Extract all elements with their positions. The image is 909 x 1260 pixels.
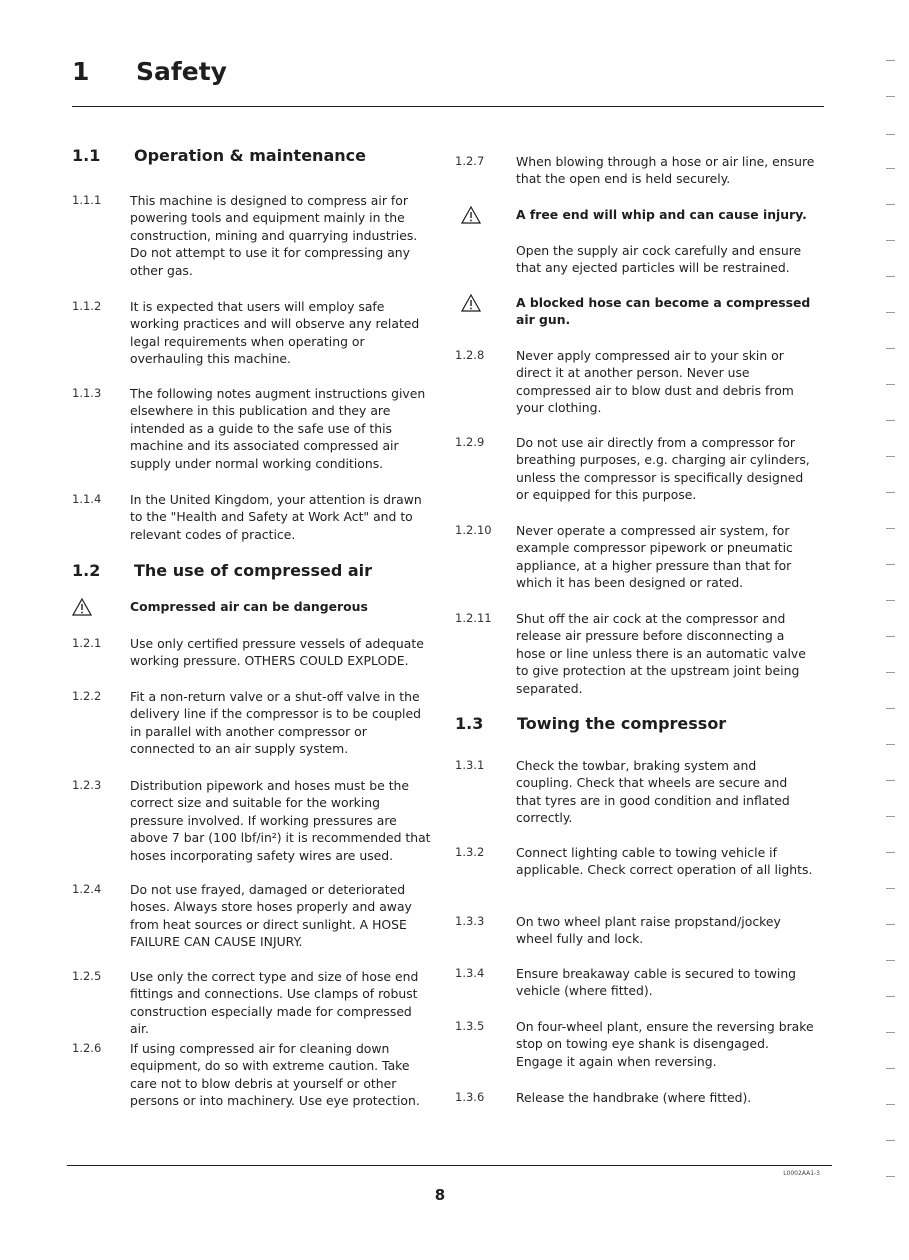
edge-mark [886,96,895,97]
item-number: 1.2.1 [72,636,102,650]
edge-mark [886,1176,895,1177]
edge-mark [886,384,895,385]
item-text: Open the supply air cock carefully and ensure that any ejected particles will be restrained. [516,243,802,276]
edge-mark [886,420,895,421]
item-number: 1.1.3 [72,386,102,400]
item-text: Connect lighting cable to towing vehicle if applicable. Check correct operation of all lights. [516,845,813,878]
item-text: Fit a non-return valve or a shut-off valve in the delivery line if the compressor is to be coupled in parallel with another compressor or connected to an air supply system. [130,689,421,757]
item-text: When blowing through a hose or air line, ensure that the open end is held securely. [516,154,815,187]
edge-mark [886,1140,895,1141]
edge-mark [886,816,895,817]
edge-mark [886,888,895,889]
item-text: In the United Kingdom, your attention is drawn to the "Health and Safety at Work Act" and to relevant codes of practice. [130,492,422,542]
item-text: Release the handbrake (where fitted). [516,1090,752,1105]
item-text: Use only certified pressure vessels of adequate working pressure. OTHERS COULD EXPLODE. [130,636,424,669]
item-number: 1.1.2 [72,299,102,313]
item-number: 1.3.3 [455,914,485,928]
header-rule [72,106,824,107]
edge-mark [886,204,895,205]
section-title: Operation & maintenance [134,146,366,165]
edge-mark [886,528,895,529]
item-text: Never operate a compressed air system, for example compressor pipework or pneumatic appliance, at a higher pressure than that for which it has been designed or rated. [516,523,793,591]
item-number: 1.3.5 [455,1019,485,1033]
edge-mark [886,1104,895,1105]
item-text: Check the towbar, braking system and coupling. Check that wheels are secure and that tyres are in good condition and inflated correctly. [516,758,790,826]
edge-mark [886,1032,895,1033]
edge-mark [886,312,895,313]
edge-mark [886,852,895,853]
item-text: Do not use air directly from a compressor for breathing purposes, e.g. charging air cylinders, unless the compressor is specifically designed or equipped for this purpose. [516,435,810,503]
edge-mark [886,134,895,135]
item-number: 1.3.6 [455,1090,485,1104]
item-number: 1.2.5 [72,969,102,983]
edge-mark [886,780,895,781]
edge-mark [886,168,895,169]
item-text: Use only the correct type and size of hose end fittings and connections. Use clamps of robust construction especially made for compressed air. [130,969,419,1037]
item-number: 1.2.10 [455,523,492,537]
section-number: 1.3 [455,714,484,733]
warning-triangle-icon [461,206,481,224]
edge-mark [886,564,895,565]
edge-mark [886,600,895,601]
edge-mark [886,240,895,241]
edge-mark [886,348,895,349]
item-text: The following notes augment instructions given elsewhere in this publication and they are intended as a guide to the safe use of this machine and its associated compressed air supply under normal working conditions. [130,386,426,471]
warning-text: Compressed air can be dangerous [130,599,368,614]
item-text: If using compressed air for cleaning down equipment, do so with extreme caution. Take care not to blow debris at yourself or other persons or into machinery. Use eye protection. [130,1041,420,1109]
page-number: 8 [434,1186,446,1204]
item-number: 1.2.3 [72,778,102,792]
edge-mark [886,276,895,277]
section-title: The use of compressed air [134,561,373,580]
warning-triangle-icon [461,294,481,312]
edge-mark [886,60,895,61]
edge-mark [886,636,895,637]
edge-mark [886,960,895,961]
item-number: 1.1.4 [72,492,102,506]
edge-mark [886,492,895,493]
item-text: Shut off the air cock at the compressor and release air pressure before disconnecting a hose or line unless there is an automatic valve to give protection at the upstream joint being separated. [516,611,806,696]
warning-text: A free end will whip and can cause injury. [516,207,807,222]
item-number: 1.2.11 [455,611,492,625]
item-text: Never apply compressed air to your skin or direct it at another person. Never use compressed air to blow dust and debris from your clothing. [516,348,794,416]
edge-mark [886,924,895,925]
section-number: 1.2 [72,561,101,580]
item-number: 1.2.4 [72,882,102,896]
edge-mark [886,708,895,709]
warning-triangle-icon [72,598,92,616]
edge-mark [886,672,895,673]
section-number: 1.1 [72,146,101,165]
item-text: Distribution pipework and hoses must be the correct size and suitable for the working pressure involved. If working pressures are above 7 bar (100 lbf/in²) it is recommended that hoses incorporating safety wires are used. [130,778,431,863]
item-text: Do not use frayed, damaged or deteriorated hoses. Always store hoses properly and away from heat sources or direct sunlight. A HOSE FAILURE CAN CAUSE INJURY. [130,882,412,950]
item-number: 1.2.2 [72,689,102,703]
document-code: L0002AA1-3 [783,1170,820,1177]
section-title: Towing the compressor [517,714,727,733]
edge-mark [886,1068,895,1069]
item-number: 1.2.6 [72,1041,102,1055]
edge-mark [886,456,895,457]
item-text: On four-wheel plant, ensure the reversing brake stop on towing eye shank is disengaged. Engage it again when reversing. [516,1019,814,1069]
item-number: 1.1.1 [72,193,102,207]
item-number: 1.2.9 [455,435,485,449]
item-text: Ensure breakaway cable is secured to towing vehicle (where fitted). [516,966,797,999]
item-text: On two wheel plant raise propstand/jockey wheel fully and lock. [516,914,781,947]
item-number: 1.3.1 [455,758,485,772]
item-text: This machine is designed to compress air for powering tools and equipment mainly in the construction, mining and quarrying industries. Do not attempt to use it for compressing any other gas. [130,193,418,278]
chapter-number: 1 [72,57,90,86]
warning-text: A blocked hose can become a compressed air gun. [516,295,811,328]
item-number: 1.3.4 [455,966,485,980]
edge-mark [886,744,895,745]
chapter-title: Safety [136,57,227,86]
item-number: 1.2.7 [455,154,485,168]
edge-mark [886,996,895,997]
item-number: 1.2.8 [455,348,485,362]
item-number: 1.3.2 [455,845,485,859]
footer-rule [67,1165,832,1166]
item-text: It is expected that users will employ safe working practices and will observe any related legal requirements when operating or overhauling this machine. [130,299,420,367]
